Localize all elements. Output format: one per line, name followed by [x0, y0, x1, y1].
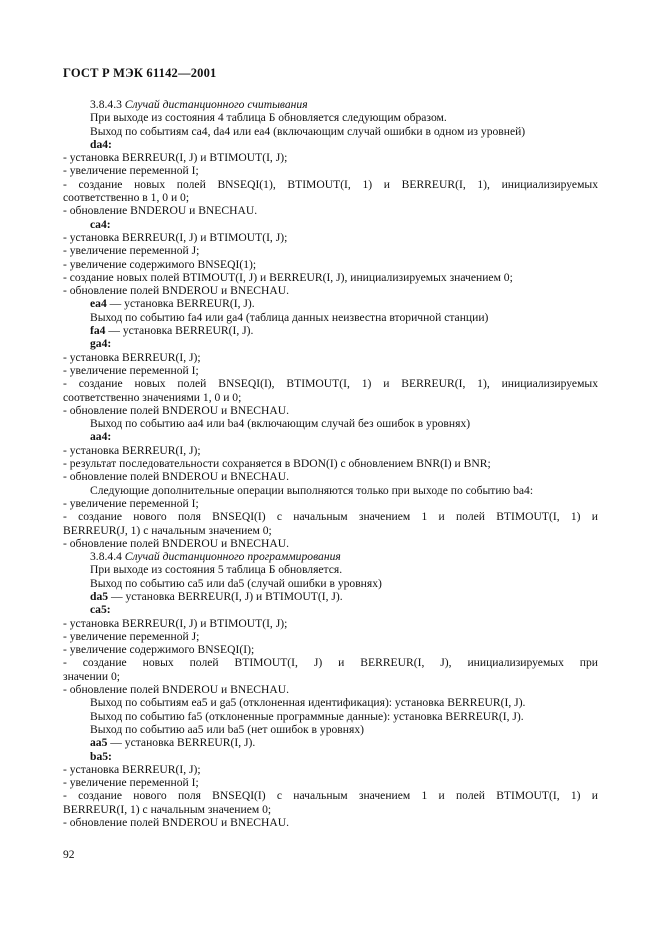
line-rest: — установка BERREUR(I, J).	[107, 736, 256, 750]
text-line: - создание новых полей BNSEQI(I), BTIMOUT(I, 1) и BERREUR(I, 1), инициализируемых	[63, 377, 598, 391]
text-line: ca5:	[90, 603, 111, 617]
text-line: - увеличение переменной I;	[63, 363, 199, 377]
text-line: - создание нового поля BNSEQI(I) с начальным значением 1 и полей BTIMOUT(I, 1) и	[63, 510, 598, 524]
text-line	[63, 736, 598, 749]
text-line: - установка BERREUR(I, J);	[63, 350, 201, 364]
text-line: Выход по событию aa4 или ba4 (включающим случай без ошибок в уровнях)	[90, 417, 471, 431]
text-line: ba5:	[90, 749, 112, 763]
text-line: ga4:	[90, 337, 112, 351]
text-line: - установка BERREUR(I, J) и BTIMOUT(I, J);	[63, 230, 288, 244]
text-line: - увеличение переменной I;	[63, 776, 199, 790]
text-line: Выход по событию ca5 или da5 (случай ошибки в уровнях)	[90, 576, 382, 590]
line-lead: da5	[90, 589, 109, 603]
text-line: - установка BERREUR(I, J) и BTIMOUT(I, J);	[63, 151, 288, 165]
text-line: - установка BERREUR(I, J);	[63, 443, 201, 457]
text-line: - увеличение переменной I;	[63, 496, 199, 510]
text-line: - обновление BNDEROU и BNECHAU.	[63, 204, 258, 218]
text-line: - увеличение содержимого BNSEQI(I);	[63, 643, 255, 657]
text-line: значении 0;	[63, 669, 120, 683]
text-line	[63, 550, 598, 563]
text-line: Выход по событию aa5 или ba5 (нет ошибок в уровнях)	[90, 722, 364, 736]
text-line: - создание новых полей BTIMOUT(I, J) и BERREUR(I, J), инициализируемых при	[63, 656, 598, 670]
text-line	[63, 324, 598, 337]
text-line: Выход по событию fa5 (отклоненные программные данные): установка BERREUR(I, J).	[90, 709, 524, 723]
text-line: - обновление полей BNDEROU и BNECHAU.	[63, 403, 290, 417]
text-line: - установка BERREUR(I, J) и BTIMOUT(I, J);	[63, 616, 288, 630]
line-lead: 3.8.4.4	[90, 550, 122, 564]
text-line: - создание новых полей BTIMOUT(I, J) и BERREUR(I, J), инициализируемых значением 0;	[63, 270, 513, 284]
line-lead: aa5	[90, 736, 108, 750]
text-line: - обновление полей BNDEROU и BNECHAU.	[63, 470, 290, 484]
text-line: соответственно в 1, 0 и 0;	[63, 191, 190, 205]
text-line: - обновление полей BNDEROU и BNECHAU.	[63, 816, 290, 830]
line-rest: Случай дистанционного программирования	[121, 550, 341, 564]
text-line: - увеличение переменной J;	[63, 629, 200, 643]
text-line: - обновление полей BNDEROU и BNECHAU.	[63, 284, 290, 298]
text-line: ca4:	[90, 217, 111, 231]
text-line: - обновление полей BNDEROU и BNECHAU.	[63, 683, 290, 697]
document-header: ГОСТ Р МЭК 61142—2001	[63, 66, 217, 80]
line-rest: — установка BERREUR(I, J).	[105, 324, 254, 338]
text-line: - результат последовательности сохраняется в BDON(I) с обновлением BNR(I) и BNR;	[63, 457, 491, 471]
text-line: Следующие дополнительные операции выполняются только при выходе по событию ba4:	[90, 483, 534, 497]
line-lead: ea4	[90, 297, 107, 311]
text-line: - увеличение содержимого BNSEQI(1);	[63, 257, 257, 271]
text-line: - создание новых полей BNSEQI(1), BTIMOUT(I, 1) и BERREUR(I, 1), инициализируемых	[63, 177, 598, 191]
text-line: При выходе из состояния 5 таблица Б обновляется.	[90, 563, 343, 577]
text-line: Выход по событию fa4 или ga4 (таблица данных неизвестна вторичной станции)	[90, 310, 489, 324]
text-line: - установка BERREUR(I, J);	[63, 762, 201, 776]
text-line: BERREUR(I, 1) с начальным значением 0;	[63, 802, 272, 816]
line-rest: — установка BERREUR(I, J).	[106, 297, 255, 311]
text-line	[63, 98, 598, 111]
text-line: - увеличение переменной J;	[63, 244, 200, 258]
page-number: 92	[63, 848, 75, 861]
text-line: Выход по событиям ca4, da4 или ea4 (включающим случай ошибки в одном из уровней)	[90, 124, 526, 138]
line-rest: Случай дистанционного считывания	[121, 98, 308, 111]
document-body	[63, 98, 598, 829]
text-line: aa4:	[90, 430, 112, 444]
line-lead: fa4	[90, 324, 106, 338]
text-line	[63, 297, 598, 310]
text-line: соответственно значениями 1, 0 и 0;	[63, 390, 242, 404]
text-line: - обновление полей BNDEROU и BNECHAU.	[63, 536, 290, 550]
text-line: При выходе из состояния 4 таблица Б обновляется следующим образом.	[90, 111, 447, 125]
text-line: - создание нового поля BNSEQI(I) с начальным значением 1 и полей BTIMOUT(I, 1) и	[63, 789, 598, 803]
line-lead: 3.8.4.3	[90, 98, 122, 111]
text-line: Выход по событиям ea5 и ga5 (отклоненная идентификация): установка BERREUR(I, J).	[90, 696, 526, 710]
line-rest: — установка BERREUR(I, J) и BTIMOUT(I, J).	[108, 589, 343, 603]
text-line: - увеличение переменной I;	[63, 164, 199, 178]
text-line	[63, 590, 598, 603]
text-line: BERREUR(J, 1) с начальным значением 0;	[63, 523, 272, 537]
text-line: da4:	[90, 137, 112, 151]
